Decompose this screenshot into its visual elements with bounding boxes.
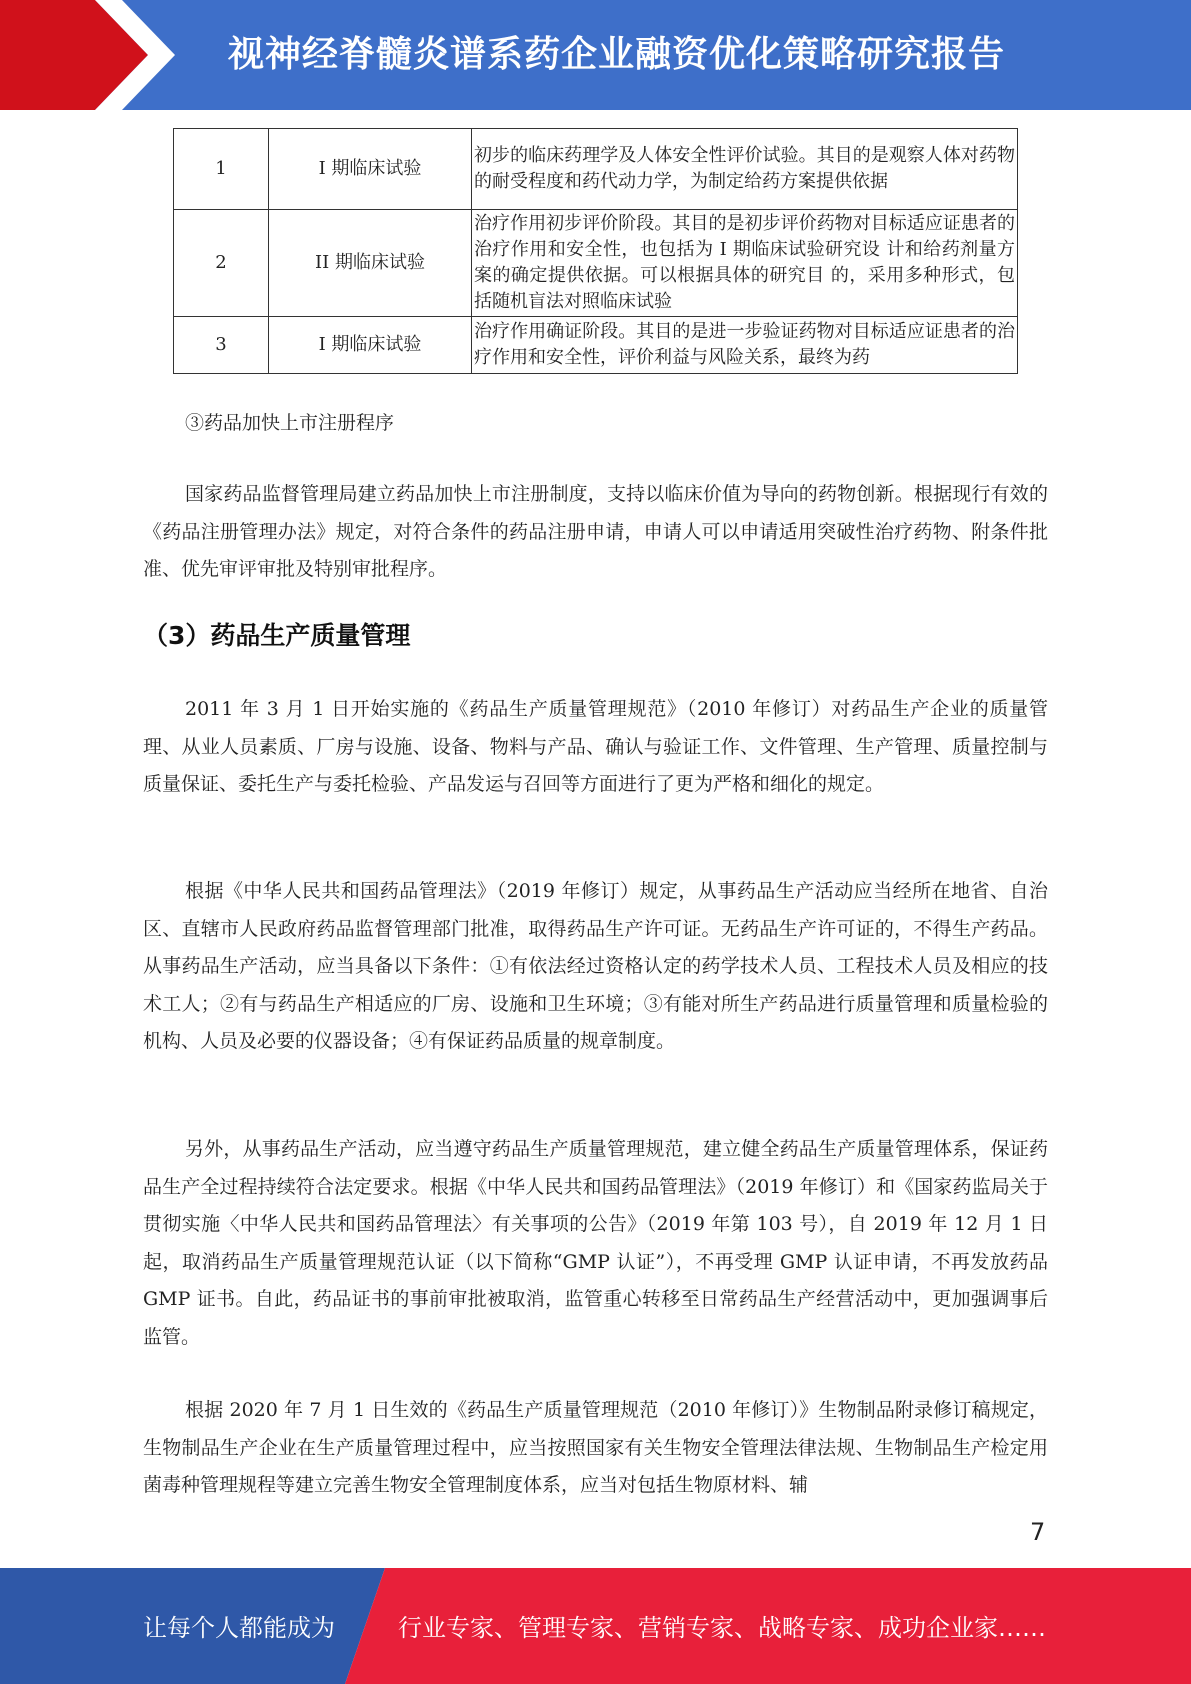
row-number: 1: [174, 129, 269, 210]
row-number: 2: [174, 210, 269, 317]
row-number: 3: [174, 317, 269, 374]
paragraph: 根据 2020 年 7 月 1 日生效的《药品生产质量管理规范（2010 年修订）》生物制品附录修订稿规定，生物制品生产企业在生产质量管理过程中，应当按照国家有关生物安全管理法律法规、生物制品生产检定用菌毒种管理规程等建立完善生物安全管理制度体系，应当对包括生物原材料、辅: [143, 1399, 1048, 1496]
paragraph: 2011 年 3 月 1 日开始实施的《药品生产质量管理规范》（2010 年修订）对药品生产企业的质量管理、从业人员素质、厂房与设施、设备、物料与产品、确认与验证工作、文件管理、生产管理、质量控制与质量保证、委托生产与委托检验、产品发运与召回等方面进行了更为严格和细化的规定。: [143, 698, 1048, 795]
table-row: [174, 129, 1018, 210]
footer-slogan-left: 让每个人都能成为: [143, 1614, 335, 1642]
trial-phase: I 期临床试验: [269, 129, 472, 210]
clinical-trial-table: [173, 128, 1018, 374]
paragraph: 国家药品监督管理局建立药品加快上市注册制度，支持以临床价值为导向的药物创新。根据现行有效的《药品注册管理办法》规定，对符合条件的药品注册申请，申请人可以申请适用突破性治疗药物、附条件批准、优先审评审批及特别审批程序。: [143, 483, 1048, 580]
table-row: [174, 210, 1018, 317]
table-row: [174, 317, 1018, 374]
page-footer-band: [0, 1568, 1191, 1684]
subheading-accelerated-registration: ③药品加快上市注册程序: [185, 412, 395, 434]
paragraph: 另外，从事药品生产活动，应当遵守药品生产质量管理规范，建立健全药品生产质量管理体系，保证药品生产全过程持续符合法定要求。根据《中华人民共和国药品管理法》（2019 年修订）和《国家药监局关于贯彻实施〈中华人民共和国药品管理法〉有关事项的公告》（2019 年第 103 号），自 2019 年 12 月 1 日起，取消药品生产质量管理规范认证（以下简称“GMP 认证”），不再受理 GMP 认证申请，不再发放药品 GMP 证书。自此，药品证书的事前审批被取消，监管重心转移至日常药品生产经营活动中，更加强调事后监管。: [143, 1138, 1048, 1348]
page-header-band: [0, 0, 1191, 110]
page-number: 7: [1030, 1518, 1046, 1546]
trial-phase: II 期临床试验: [269, 210, 472, 317]
footer-slogan-right: 行业专家、管理专家、营销专家、战略专家、成功企业家……: [398, 1614, 1046, 1642]
paragraph: 根据《中华人民共和国药品管理法》（2019 年修订）规定，从事药品生产活动应当经所在地省、自治区、直辖市人民政府药品监督管理部门批准，取得药品生产许可证。无药品生产许可证的，不得生产药品。从事药品生产活动，应当具备以下条件：①有依法经过资格认定的药学技术人员、工程技术人员及相应的技术工人；②有与药品生产相适应的厂房、设施和卫生环境；③有能对所生产药品进行质量管理和质量检验的机构、人员及必要的仪器设备；④有保证药品质量的规章制度。: [143, 880, 1048, 1052]
trial-description: 初步的临床药理学及人体安全性评价试验。其目的是观察人体对药物的耐受程度和药代动力学，为制定给药方案提供依据: [472, 129, 1018, 210]
trial-description: 治疗作用初步评价阶段。其目的是初步评价药物对目标适应证患者的治疗作用和安全性，也包括为 I 期临床试验研究设 计和给药剂量方案的确定提供依据。可以根据具体的研究目 的，采用多种形式，包括随机盲法对照临床试验: [472, 210, 1018, 317]
report-title: 视神经脊髓炎谱系药企业融资优化策略研究报告: [228, 34, 1006, 75]
trial-description: 治疗作用确证阶段。其目的是进一步验证药物对目标适应证患者的治疗作用和安全性，评价利益与风险关系，最终为药: [472, 317, 1018, 374]
section-heading: （3）药品生产质量管理: [143, 621, 411, 650]
trial-phase: I 期临床试验: [269, 317, 472, 374]
